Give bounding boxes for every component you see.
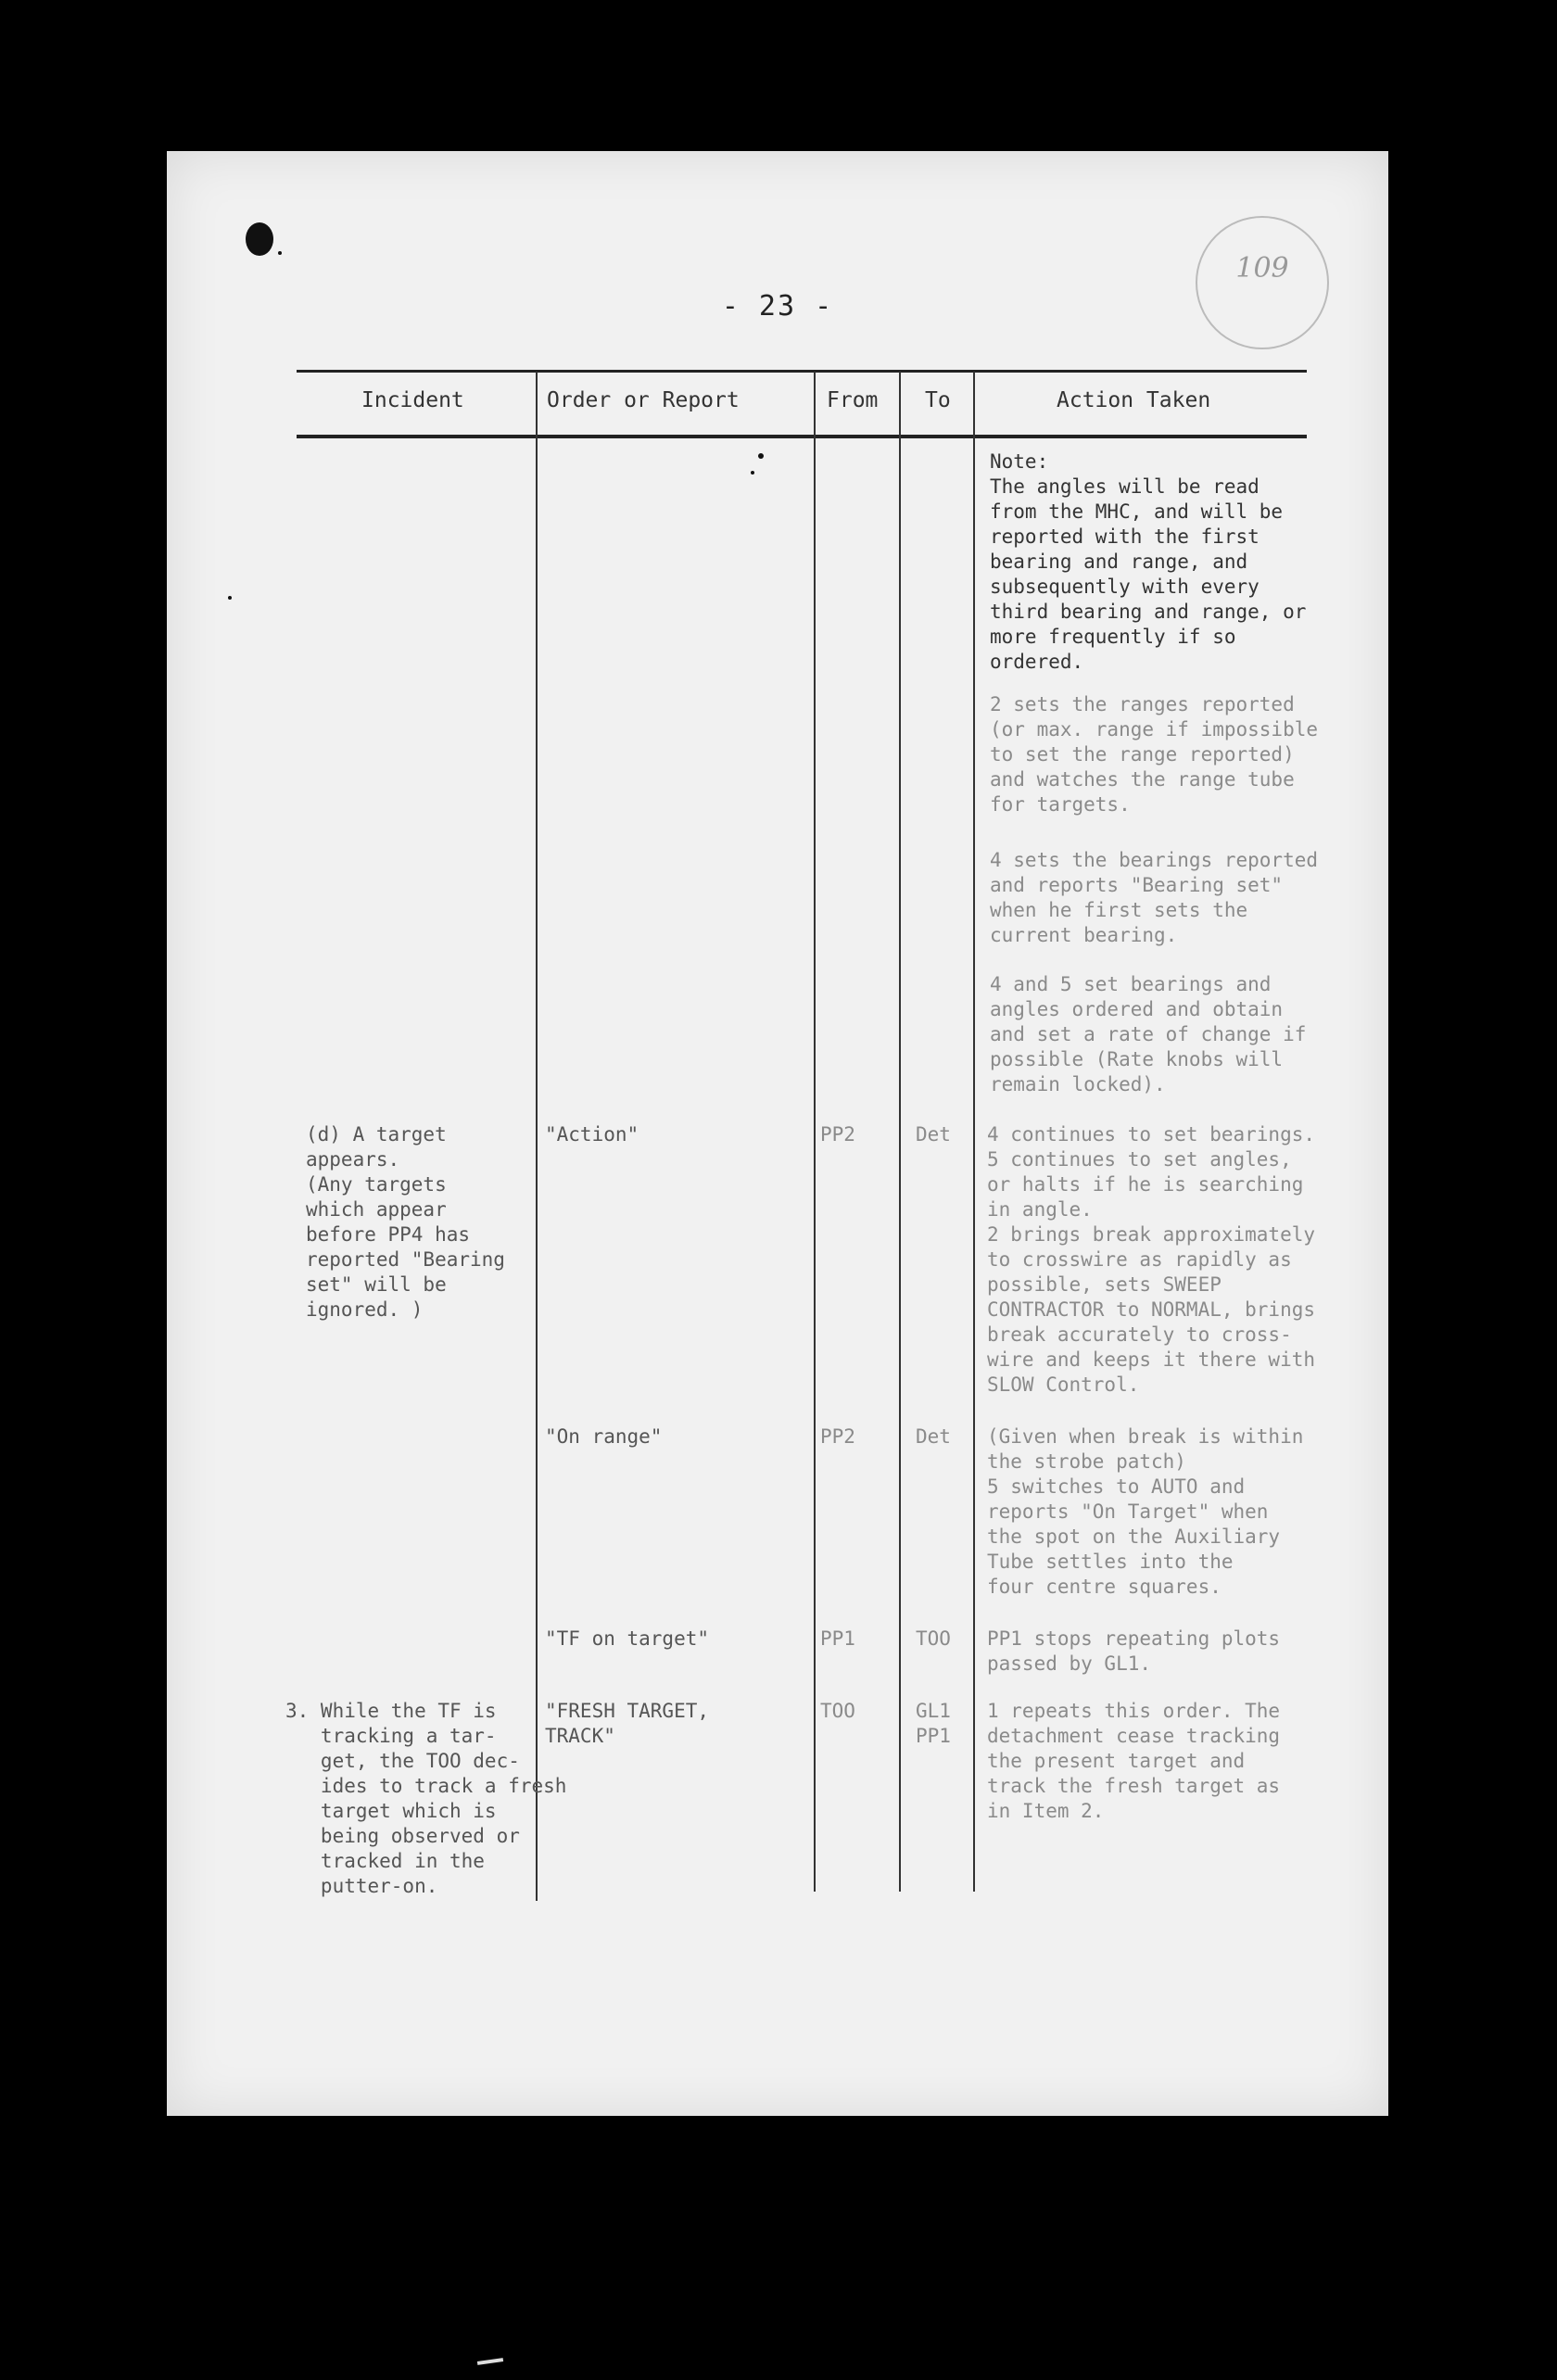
table-row-to: Det bbox=[916, 1123, 951, 1146]
table-row-action: 4 continues to set bearings. 5 continues to set angles, or halts if he is searching in angle. 2 brings break approximately to crosswire as rapidly as possible, sets SWEEP CONTRACTOR to NORMAL, brings break accurately to cross- wire and keeps it there with SLOW Control. bbox=[987, 1123, 1316, 1396]
table-row-from: PP2 bbox=[820, 1425, 855, 1448]
table-row-order: "Action" bbox=[545, 1123, 639, 1146]
table-header-rule bbox=[297, 435, 1307, 438]
column-divider-3 bbox=[899, 372, 901, 1892]
table-row-action: (Given when break is within the strobe patch) 5 switches to AUTO and reports "On Target" when the spot on the Auxiliary Tube settles into the four centre squares. bbox=[987, 1425, 1304, 1598]
scan-artifact bbox=[477, 2358, 503, 2365]
table-row-from: PP1 bbox=[820, 1627, 855, 1650]
column-divider-2 bbox=[814, 372, 816, 1892]
ink-speck bbox=[758, 453, 764, 459]
table-row-incident: (d) A target appears. (Any targets which appear before PP4 has reported "Bearing set" will be ignored. ) bbox=[306, 1123, 505, 1321]
table-row-to: GL1 PP1 bbox=[916, 1700, 951, 1747]
table-row-from: PP2 bbox=[820, 1123, 855, 1146]
table-row-to: Det bbox=[916, 1425, 951, 1448]
ink-speck bbox=[228, 596, 232, 600]
table-row-from: TOO bbox=[820, 1700, 855, 1722]
header-incident: Incident bbox=[361, 388, 464, 412]
table-row-action: 1 repeats this order. The detachment cease tracking the present target and track the fresh target as in Item 2. bbox=[987, 1700, 1281, 1822]
table-row-action: PP1 stops repeating plots passed by GL1. bbox=[987, 1627, 1281, 1675]
header-action-taken: Action Taken bbox=[1057, 388, 1211, 412]
action-block-rates: 4 and 5 set bearings and angles ordered and obtain and set a rate of change if possible (Rate knobs will remain locked). bbox=[990, 973, 1307, 1095]
header-from: From bbox=[827, 388, 879, 412]
table-row-order: "FRESH TARGET, TRACK" bbox=[545, 1700, 710, 1747]
action-note-angles: Note: The angles will be read from the MHC, and will be reported with the first bearing and range, and subsequently with every third bearing and range, or more frequently if so ordered. bbox=[990, 450, 1307, 673]
ink-blot bbox=[246, 222, 273, 256]
table-row-to: TOO bbox=[916, 1627, 951, 1650]
table-row-order: "On range" bbox=[545, 1425, 663, 1448]
ink-speck bbox=[751, 471, 754, 475]
table-row-order: "TF on target" bbox=[545, 1627, 710, 1650]
document-page bbox=[167, 151, 1388, 2116]
table-top-rule bbox=[297, 370, 1307, 373]
page-number: - 23 - bbox=[721, 290, 834, 323]
archive-stamp: 109 bbox=[1196, 216, 1329, 349]
column-divider-4 bbox=[973, 372, 975, 1892]
action-block-ranges: 2 sets the ranges reported (or max. range if impossible to set the range reported) and watches the range tube for targets. bbox=[990, 693, 1319, 816]
action-block-bearings: 4 sets the bearings reported and reports "Bearing set" when he first sets the current bearing. bbox=[990, 849, 1319, 946]
table-row-incident: 3. While the TF is tracking a tar- get, the TOO dec- ides to track a fresh target which is being observed or tracked in the putter-on. bbox=[285, 1700, 567, 1897]
ink-speck bbox=[278, 251, 282, 255]
header-to: To bbox=[925, 388, 951, 412]
header-order-or-report: Order or Report bbox=[547, 388, 740, 412]
column-divider-1 bbox=[536, 372, 538, 1901]
